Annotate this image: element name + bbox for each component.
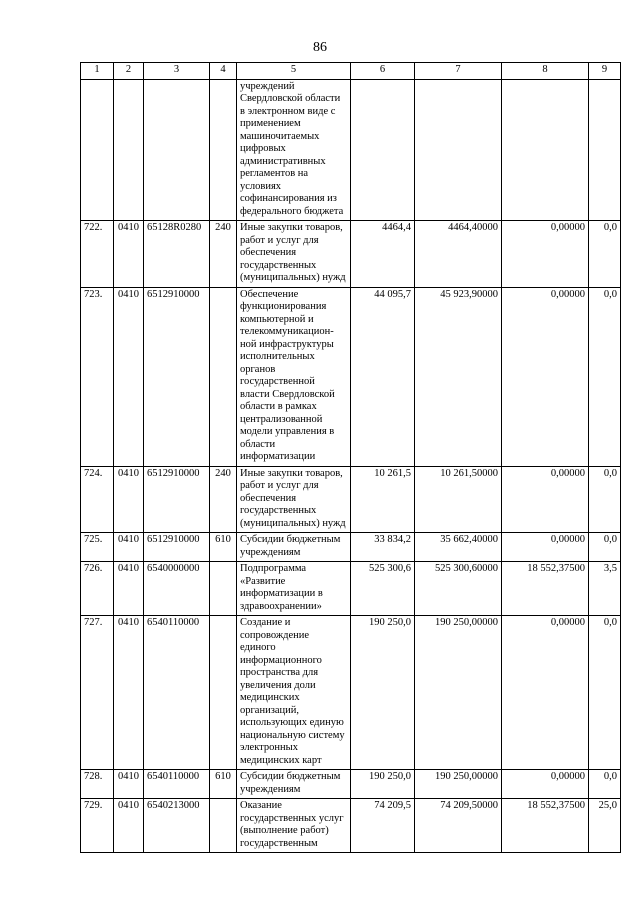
expense-type [210, 562, 237, 616]
percent-col9: 0,0 [589, 533, 621, 562]
percent-col9: 0,0 [589, 466, 621, 533]
expense-type [210, 287, 237, 466]
table-row [81, 770, 621, 799]
item-name: Субсидии бюджетным учреждениям [237, 533, 351, 562]
column-header: 4 [210, 63, 237, 80]
target-code: 6540110000 [144, 770, 210, 799]
row-number [81, 79, 114, 221]
table-row [81, 616, 621, 770]
amount-col8: 0,00000 [502, 287, 589, 466]
amount-col7: 190 250,00000 [415, 770, 502, 799]
amount-col6: 10 261,5 [351, 466, 415, 533]
percent-col9: 0,0 [589, 287, 621, 466]
amount-col8: 0,00000 [502, 533, 589, 562]
amount-col6: 33 834,2 [351, 533, 415, 562]
amount-col6: 190 250,0 [351, 616, 415, 770]
amount-col7: 4464,40000 [415, 221, 502, 288]
column-header: 7 [415, 63, 502, 80]
amount-col7 [415, 79, 502, 221]
table-row [81, 799, 621, 853]
row-number: 725. [81, 533, 114, 562]
row-number: 724. [81, 466, 114, 533]
table-row [81, 466, 621, 533]
target-code: 6540213000 [144, 799, 210, 853]
percent-col9: 0,0 [589, 770, 621, 799]
table-row [81, 287, 621, 466]
item-name: Субсидии бюджетным учреждениям [237, 770, 351, 799]
expense-type: 240 [210, 466, 237, 533]
amount-col6: 190 250,0 [351, 770, 415, 799]
percent-col9: 0,0 [589, 221, 621, 288]
expense-type [210, 616, 237, 770]
amount-col7: 525 300,60000 [415, 562, 502, 616]
expense-type: 240 [210, 221, 237, 288]
amount-col8: 18 552,37500 [502, 562, 589, 616]
percent-col9: 0,0 [589, 616, 621, 770]
amount-col8: 0,00000 [502, 221, 589, 288]
amount-col7: 190 250,00000 [415, 616, 502, 770]
percent-col9 [589, 79, 621, 221]
amount-col6: 525 300,6 [351, 562, 415, 616]
item-name: Создание и сопровождение единого информационного пространства для увеличения доли медицинских организаций, использующих единую национальную систему электронных медицинских карт [237, 616, 351, 770]
row-number: 722. [81, 221, 114, 288]
amount-col8: 0,00000 [502, 466, 589, 533]
budget-table [80, 62, 621, 853]
amount-col8: 18 552,37500 [502, 799, 589, 853]
item-name: Оказание государственных услуг (выполнение работ) государственным [237, 799, 351, 853]
target-code: 6512910000 [144, 287, 210, 466]
column-header: 2 [114, 63, 144, 80]
amount-col7: 74 209,50000 [415, 799, 502, 853]
table-row [81, 79, 621, 221]
item-name: Иные закупки товаров, работ и услуг для обеспечения государственных (муниципальных) нужд [237, 221, 351, 288]
target-code: 65128R0280 [144, 221, 210, 288]
target-code [144, 79, 210, 221]
page-number: 86 [313, 40, 327, 55]
expense-type [210, 79, 237, 221]
amount-col6: 4464,4 [351, 221, 415, 288]
table-row [81, 533, 621, 562]
column-header: 5 [237, 63, 351, 80]
row-number: 723. [81, 287, 114, 466]
section-code: 0410 [114, 287, 144, 466]
section-code [114, 79, 144, 221]
row-number: 728. [81, 770, 114, 799]
percent-col9: 3,5 [589, 562, 621, 616]
percent-col9: 25,0 [589, 799, 621, 853]
column-header: 9 [589, 63, 621, 80]
row-number: 727. [81, 616, 114, 770]
amount-col8 [502, 79, 589, 221]
column-header: 6 [351, 63, 415, 80]
section-code: 0410 [114, 466, 144, 533]
expense-type: 610 [210, 533, 237, 562]
section-code: 0410 [114, 221, 144, 288]
expense-type [210, 799, 237, 853]
amount-col7: 35 662,40000 [415, 533, 502, 562]
item-name: Иные закупки товаров, работ и услуг для обеспечения государственных (муниципальных) нужд [237, 466, 351, 533]
section-code: 0410 [114, 533, 144, 562]
row-number: 729. [81, 799, 114, 853]
section-code: 0410 [114, 799, 144, 853]
amount-col6: 74 209,5 [351, 799, 415, 853]
target-code: 6512910000 [144, 533, 210, 562]
column-header: 1 [81, 63, 114, 80]
table-row [81, 221, 621, 288]
amount-col7: 45 923,90000 [415, 287, 502, 466]
expense-type: 610 [210, 770, 237, 799]
column-header: 3 [144, 63, 210, 80]
amount-col6: 44 095,7 [351, 287, 415, 466]
target-code: 6540110000 [144, 616, 210, 770]
row-number: 726. [81, 562, 114, 616]
section-code: 0410 [114, 616, 144, 770]
table-header-row [81, 63, 621, 80]
amount-col7: 10 261,50000 [415, 466, 502, 533]
amount-col6 [351, 79, 415, 221]
target-code: 6540000000 [144, 562, 210, 616]
amount-col8: 0,00000 [502, 616, 589, 770]
item-name: учреждений Свердловской области в электронном виде с применением машиночитаемых цифровых административных регламентов на условиях софинансирования из федерального бюджета [237, 79, 351, 221]
table-row [81, 562, 621, 616]
section-code: 0410 [114, 562, 144, 616]
amount-col8: 0,00000 [502, 770, 589, 799]
item-name: Обеспечение функционирования компьютерной и телекоммуникацион-ной инфраструктуры исполнительных органов государственной власти Свердловской области в рамках централизованной модели управления в области информатизации [237, 287, 351, 466]
item-name: Подпрограмма «Развитие информатизации в здравоохранении» [237, 562, 351, 616]
target-code: 6512910000 [144, 466, 210, 533]
column-header: 8 [502, 63, 589, 80]
section-code: 0410 [114, 770, 144, 799]
